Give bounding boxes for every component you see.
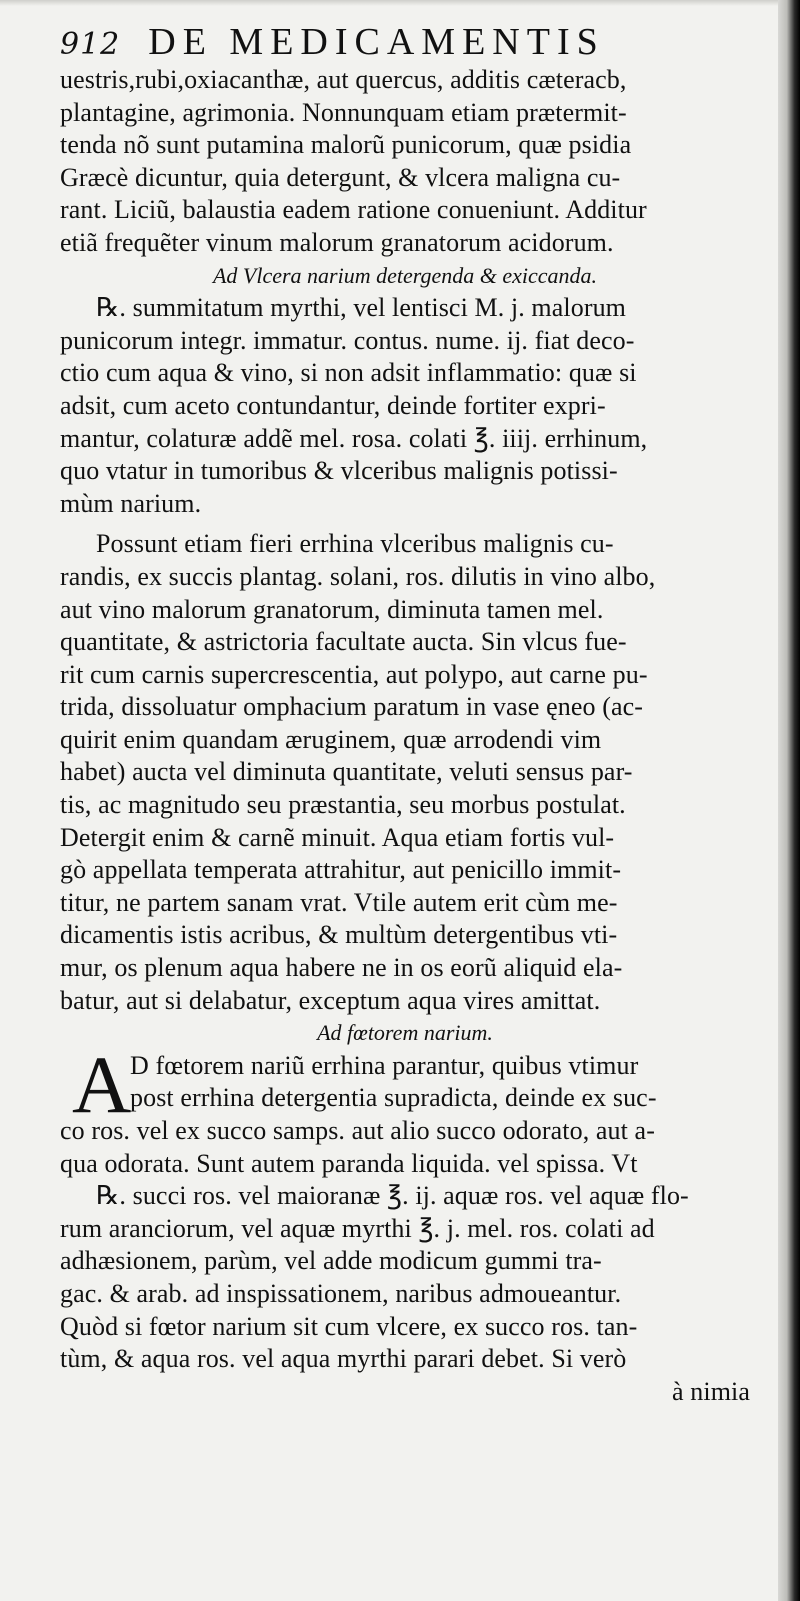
text-line: Detergit enim & carnẽ minuit. Aqua etiam fortis vul- bbox=[60, 822, 615, 852]
recipe-2 bbox=[60, 1180, 750, 1376]
text-line: rant. Liciũ, balaustia eadem ratione conueniunt. Additur bbox=[60, 195, 647, 225]
text-line: co ros. vel ex succo samps. aut alio succo odorato, aut a- bbox=[60, 1116, 655, 1145]
text-line: ctio cum aqua & vino, si non adsit inflammatio: quæ si bbox=[60, 358, 637, 388]
recipe-1 bbox=[60, 292, 750, 520]
text-line: punicorum integr. immatur. contus. nume. ij. fiat deco- bbox=[60, 325, 635, 355]
text-line: Quòd si fœtor narium sit cum vlcere, ex succo ros. tan- bbox=[60, 1311, 638, 1341]
text-line: mantur, colaturæ addẽ mel. rosa. colati ℥. iiij. errhinum, bbox=[60, 423, 648, 453]
section-heading-ulcers: Ad Vlcera narium detergenda & exiccanda. bbox=[212, 262, 598, 288]
text-line: etiã frequẽter vinum malorum granatorum acidorum. bbox=[60, 227, 614, 257]
text-line: uestris,rubi,oxiacanthæ, aut quercus, additis cæteracb, bbox=[60, 65, 627, 94]
running-head: DE MEDICAMENTIS bbox=[148, 21, 605, 63]
drop-capital: A bbox=[72, 1038, 132, 1130]
text-line: quo vtatur in tumoribus & vlceribus malignis potissi- bbox=[60, 456, 618, 486]
text-line: plantagine, agrimonia. Nonnunquam etiam prætermit- bbox=[60, 97, 627, 127]
text-line: rit cum carnis supercrescentia, aut polypo, aut carne pu- bbox=[60, 659, 648, 689]
text-line: adhæsionem, parùm, vel adde modicum gummi tra- bbox=[60, 1246, 602, 1276]
paragraph-1 bbox=[60, 64, 750, 260]
text-line: dicamentis istis acribus, & multùm detergentibus vti- bbox=[60, 920, 618, 950]
text-line: batur, aut si delabatur, exceptum aqua vires amittat. bbox=[60, 985, 601, 1015]
paragraph-3 bbox=[60, 528, 750, 1017]
section-heading-foetor: Ad fœtorem narium. bbox=[317, 1020, 493, 1046]
page-header bbox=[60, 20, 750, 64]
text-line: D fœtorem nariũ errhina parantur, quibus vtimur bbox=[130, 1050, 639, 1080]
text-line: gac. & arab. ad inspissationem, naribus admoueantur. bbox=[60, 1278, 622, 1308]
text-line: trida, dissoluatur omphacium paratum in vase ęneo (ac- bbox=[60, 692, 643, 722]
page-number: 912 bbox=[60, 27, 121, 62]
book-page bbox=[60, 20, 750, 1408]
text-line: tis, ac magnitudo seu præstantia, seu morbus postulat. bbox=[60, 790, 626, 820]
text-line: ℞. summitatum myrthi, vel lentisci M. j. malorum bbox=[96, 293, 627, 323]
text-line: randis, ex succis plantag. solani, ros. dilutis in vino albo, bbox=[60, 561, 656, 591]
page-gutter-shadow bbox=[778, 0, 800, 1601]
text-line: ℞. succi ros. vel maioranæ ℥. ij. aquæ ros. vel aquæ flo- bbox=[96, 1181, 689, 1211]
text-line: qua odorata. Sunt autem paranda liquida. vel spissa. Vt bbox=[60, 1148, 638, 1178]
text-line: post errhina detergentia supradicta, deinde ex suc- bbox=[130, 1083, 657, 1113]
catchword: à nimia bbox=[672, 1376, 750, 1406]
text-line: Possunt etiam fieri errhina vlceribus malignis cu- bbox=[96, 529, 614, 559]
text-line: mùm narium. bbox=[60, 488, 202, 518]
text-line: rum aranciorum, vel aquæ myrthi ℥. j. mel. ros. colati ad bbox=[60, 1213, 655, 1243]
page-top-shadow bbox=[0, 0, 800, 6]
text-line: Græcè dicuntur, quia detergunt, & vlcera maligna cu- bbox=[60, 162, 621, 192]
paragraph-4 bbox=[60, 1038, 750, 1180]
text-line: adsit, cum aceto contundantur, deinde fortiter expri- bbox=[60, 390, 606, 420]
text-line: quirit enim quandam æruginem, quæ arrodendi vim bbox=[60, 724, 602, 754]
text-line: tùm, & aqua ros. vel aqua myrthi parari debet. Si verò bbox=[60, 1344, 627, 1374]
text-line: aut vino malorum granatorum, diminuta tamen mel. bbox=[60, 594, 604, 624]
text-line: gò appellata temperata attrahitur, aut penicillo immit- bbox=[60, 855, 622, 885]
text-line: quantitate, & astrictoria facultate aucta. Sin vlcus fue- bbox=[60, 627, 627, 657]
text-line: mur, os plenum aqua habere ne in os eorũ aliquid ela- bbox=[60, 953, 623, 983]
text-line: tenda nõ sunt putamina malorũ punicorum, quæ psidia bbox=[60, 130, 632, 160]
text-line: titur, ne partem sanam vrat. Vtile autem erit cùm me- bbox=[60, 887, 618, 917]
text-line: habet) aucta vel diminuta quantitate, veluti sensus par- bbox=[60, 757, 633, 787]
